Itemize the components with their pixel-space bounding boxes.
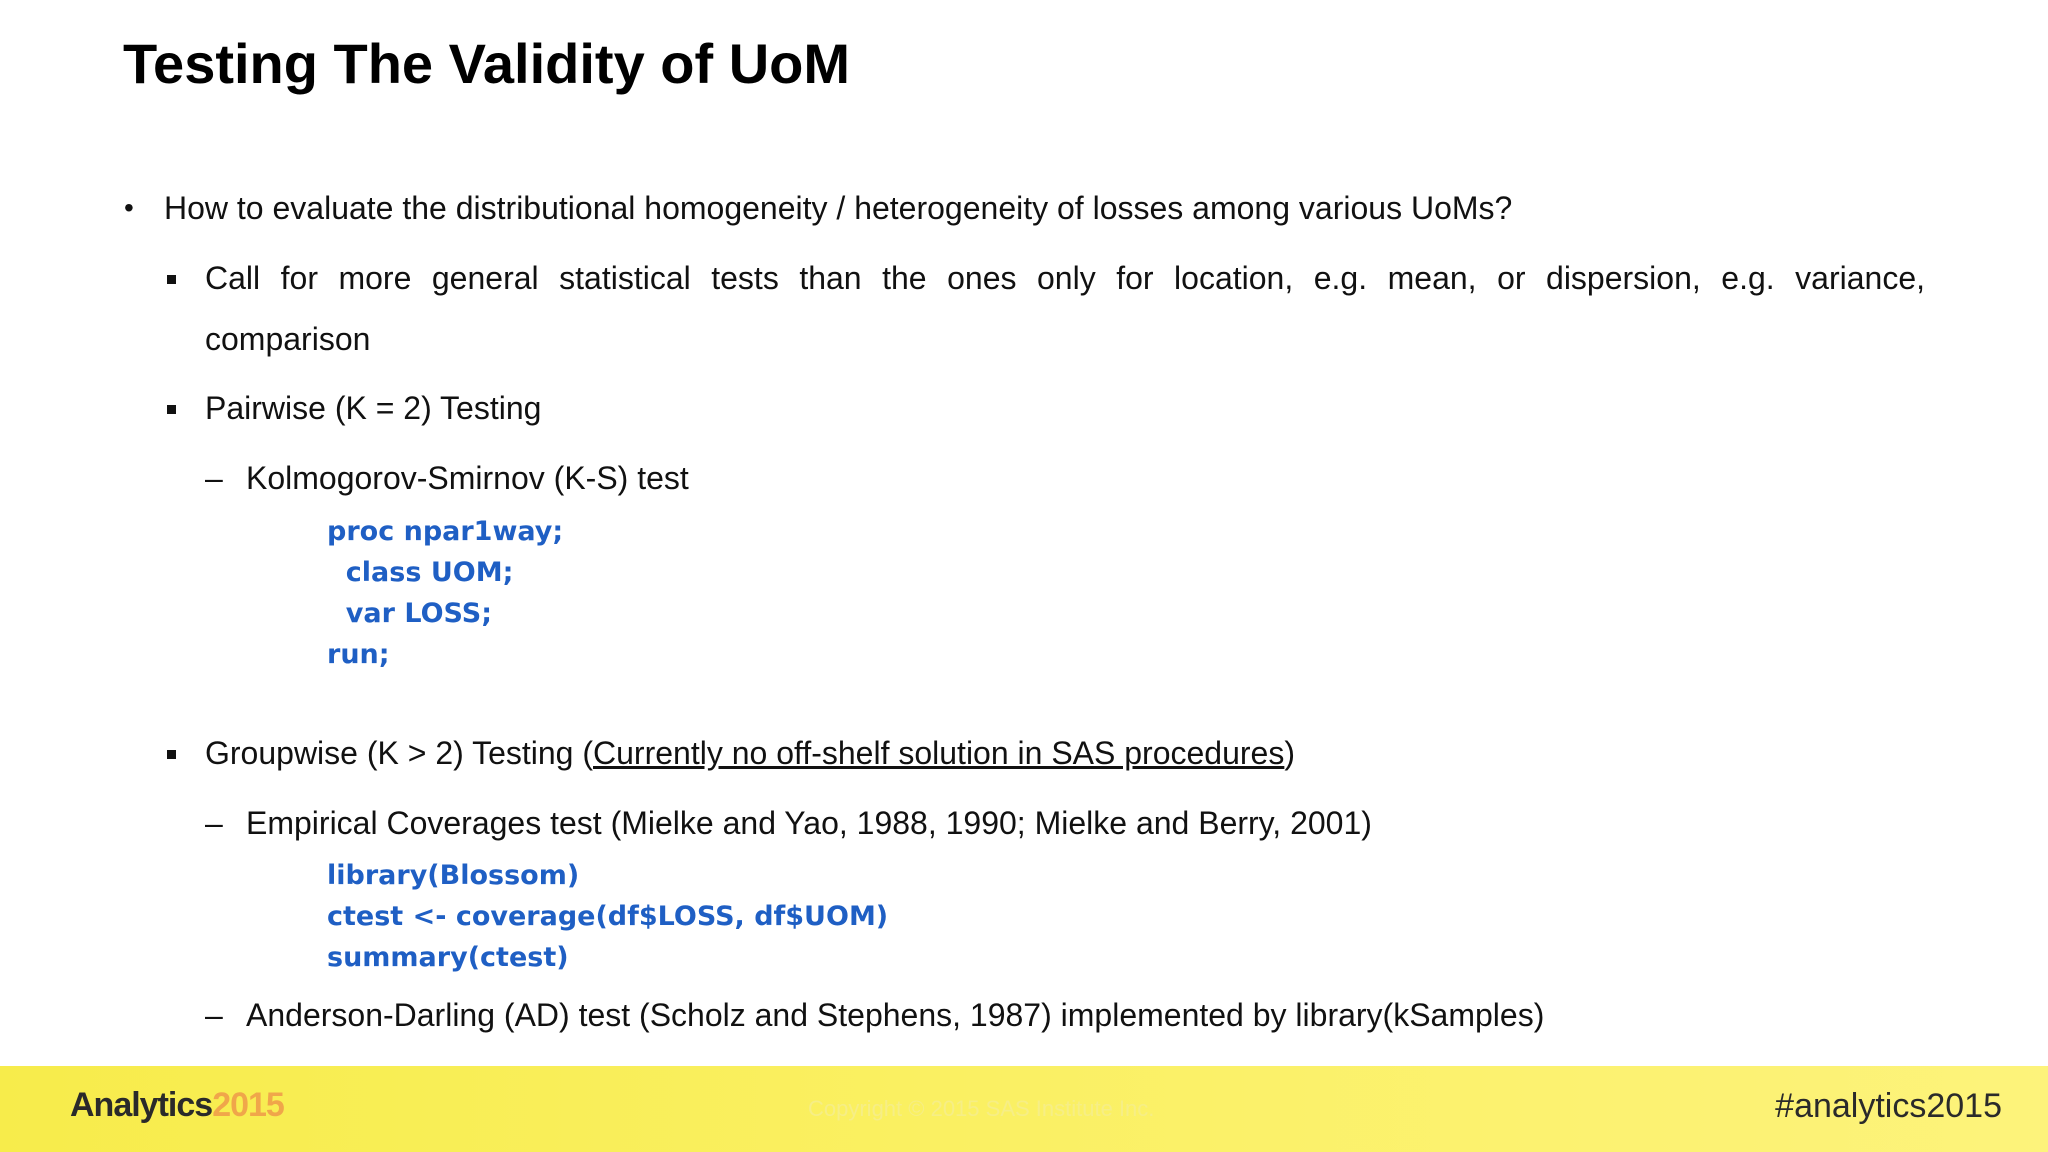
dash-bullet-icon: – xyxy=(205,460,223,496)
dash-bullet-icon: – xyxy=(205,805,223,841)
copyright-notice: Copyright © 2015 SAS Institute Inc. xyxy=(808,1096,1155,1121)
footer-bar xyxy=(0,1066,2048,1152)
bullet-dot-icon: • xyxy=(124,192,134,223)
ks-test: Kolmogorov-Smirnov (K-S) test xyxy=(246,460,689,496)
groupwise-suffix: ) xyxy=(1284,735,1295,771)
main-question: How to evaluate the distributional homogeneity / heterogeneity of losses among various UoMs? xyxy=(164,190,1513,226)
call-for-tests-line2: comparison xyxy=(205,321,371,357)
logo-year: 2015 xyxy=(212,1086,284,1124)
square-bullet-icon xyxy=(167,405,176,414)
r-code-line: library(Blossom) xyxy=(327,860,580,891)
groupwise-note: Currently no off-shelf solution in SAS procedures xyxy=(593,735,1285,771)
dash-bullet-icon: – xyxy=(205,997,223,1033)
slide-title: Testing The Validity of UoM xyxy=(123,32,850,95)
event-hashtag: #analytics2015 xyxy=(1775,1087,2002,1125)
analytics2015-logo xyxy=(70,1086,284,1125)
r-code-line: summary(ctest) xyxy=(327,942,569,973)
empirical-coverages-test: Empirical Coverages test (Mielke and Yao, 1988, 1990; Mielke and Berry, 2001) xyxy=(246,805,1372,841)
sas-code-line: var LOSS; xyxy=(327,598,493,629)
sas-code-line: class UOM; xyxy=(327,557,514,588)
r-code-line: ctest <- coverage(df$LOSS, df$UOM) xyxy=(327,901,889,932)
groupwise-testing xyxy=(205,733,1295,773)
sas-code-line: run; xyxy=(327,639,390,670)
square-bullet-icon xyxy=(167,275,176,284)
sas-code-line: proc npar1way; xyxy=(327,516,564,547)
call-for-tests-line1: Call for more general statistical tests than the ones only for location, e.g. mean, or dispersion, e.g. variance, xyxy=(205,260,1925,296)
groupwise-prefix: Groupwise (K > 2) Testing ( xyxy=(205,735,594,771)
square-bullet-icon xyxy=(167,750,176,759)
logo-word: Analytics xyxy=(70,1086,213,1124)
pairwise-testing: Pairwise (K = 2) Testing xyxy=(205,390,542,426)
anderson-darling-test: Anderson-Darling (AD) test (Scholz and Stephens, 1987) implemented by library(kSamples) xyxy=(246,997,1545,1033)
